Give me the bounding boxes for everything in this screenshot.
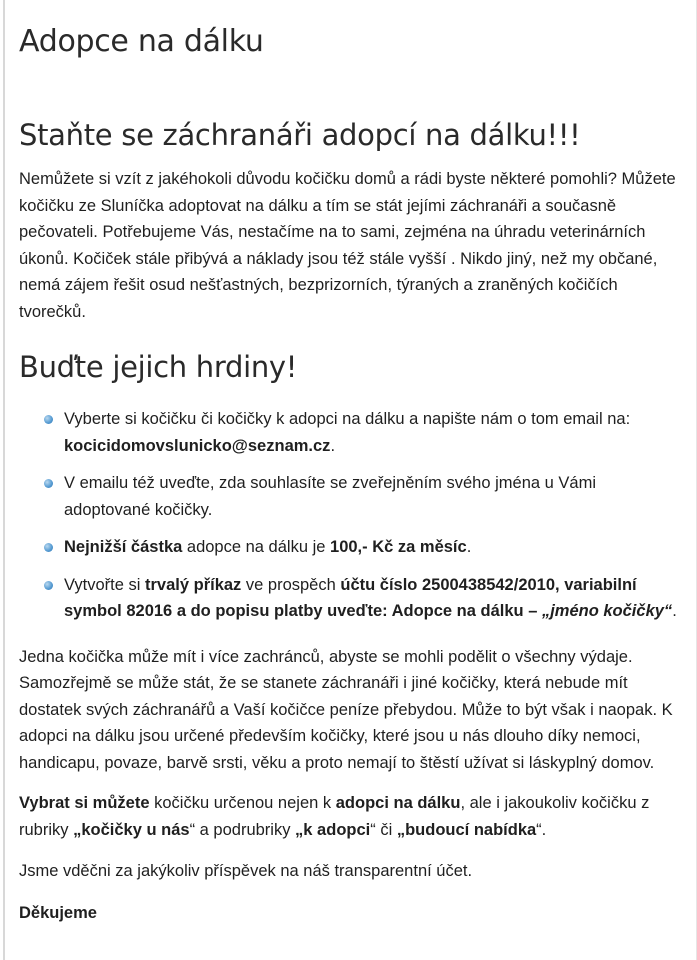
rescuers-paragraph: Jedna kočička může mít i více zachránců, abyste se mohli podělit o všechny výdaje. Samozřejmě se může stát, že se stanete záchranáři i jiné kočičky, která nebude mít dostatek svých záchranářů a Vaší kočičce peníze přebydou. Může to být však i naopak. K adopci na dálku jsou určené především kočičky, které jsou u nás dlouho díky nemoci, handicapu, povaze, barvě srsti, věku a proto nemají to štěstí užívat si láskyplný domov. (19, 647, 673, 772)
grateful-paragraph: Jsme vděčni za jakýkoliv příspěvek na náš transparentní účet. (19, 862, 473, 880)
minimum-amount: 100,- Kč za měsíc (330, 538, 467, 556)
list-item: V emailu též uveďte, zda souhlasíte se zveřejněním svého jména u Vámi adoptované kočičky. (19, 470, 681, 523)
list-item: Nejnižší částka adopce na dálku je 100,- Kč za měsíc. (19, 534, 681, 561)
page-title: Adopce na dálku (19, 24, 264, 59)
bullet-dot-icon (44, 581, 53, 590)
contact-email: kocicidomovslunicko@seznam.cz (64, 436, 331, 455)
bullet-dot-icon (44, 543, 53, 552)
adoption-steps-list (19, 406, 681, 625)
choose-paragraph: Vybrat si můžete kočičku určenou nejen k adopci na dálku, ale i jakoukoliv kočičku z rubriky „kočičky u nás“ a podrubriky „k adopci“ či „budoucí nabídka“. (19, 794, 650, 839)
intro-paragraph: Nemůžete si vzít z jakéhokoli důvodu kočičku domů a rádi byste některé pomohli? Můžete kočičku ze Sluníčka adoptovat na dálku a tím se stát jejími záchranáři a současně pečovateli. Potřebujeme Vás, nestačíme na to sami, zejména na úhradu veterinárních úkonů. Kočiček stále přibývá a náklady jsou též stále vyšší . Nikdo jiný, než my občané, nemá zájem řešit osud nešťastných, bezprizorních, týraných a zraněných kočičích tvorečků. (19, 170, 676, 321)
left-border (3, 0, 5, 960)
account-details: účtu číslo 2500438542/2010, variabilní symbol 82016 a do popisu platby uveďte: Adopce na dálku – (64, 575, 637, 620)
list-item: Vyberte si kočičku či kočičky k adopci na dálku a napište nám o tom email na: kocicidomovslunicko@seznam.cz. (19, 406, 681, 459)
heroes-heading: Buďte jejich hrdiny! (19, 350, 298, 384)
list-item: Vytvořte si trvalý příkaz ve prospěch účtu číslo 2500438542/2010, variabilní symbol 82016 a do popisu platby uveďte: Adopce na dálku – „jméno kočičky“. (19, 572, 681, 625)
thanks-text: Děkujeme (19, 903, 97, 922)
bullet-dot-icon (44, 415, 53, 424)
article (19, 0, 681, 926)
subtitle: Staňte se záchranáři adopcí na dálku!!! (19, 118, 581, 152)
bullet-dot-icon (44, 479, 53, 488)
